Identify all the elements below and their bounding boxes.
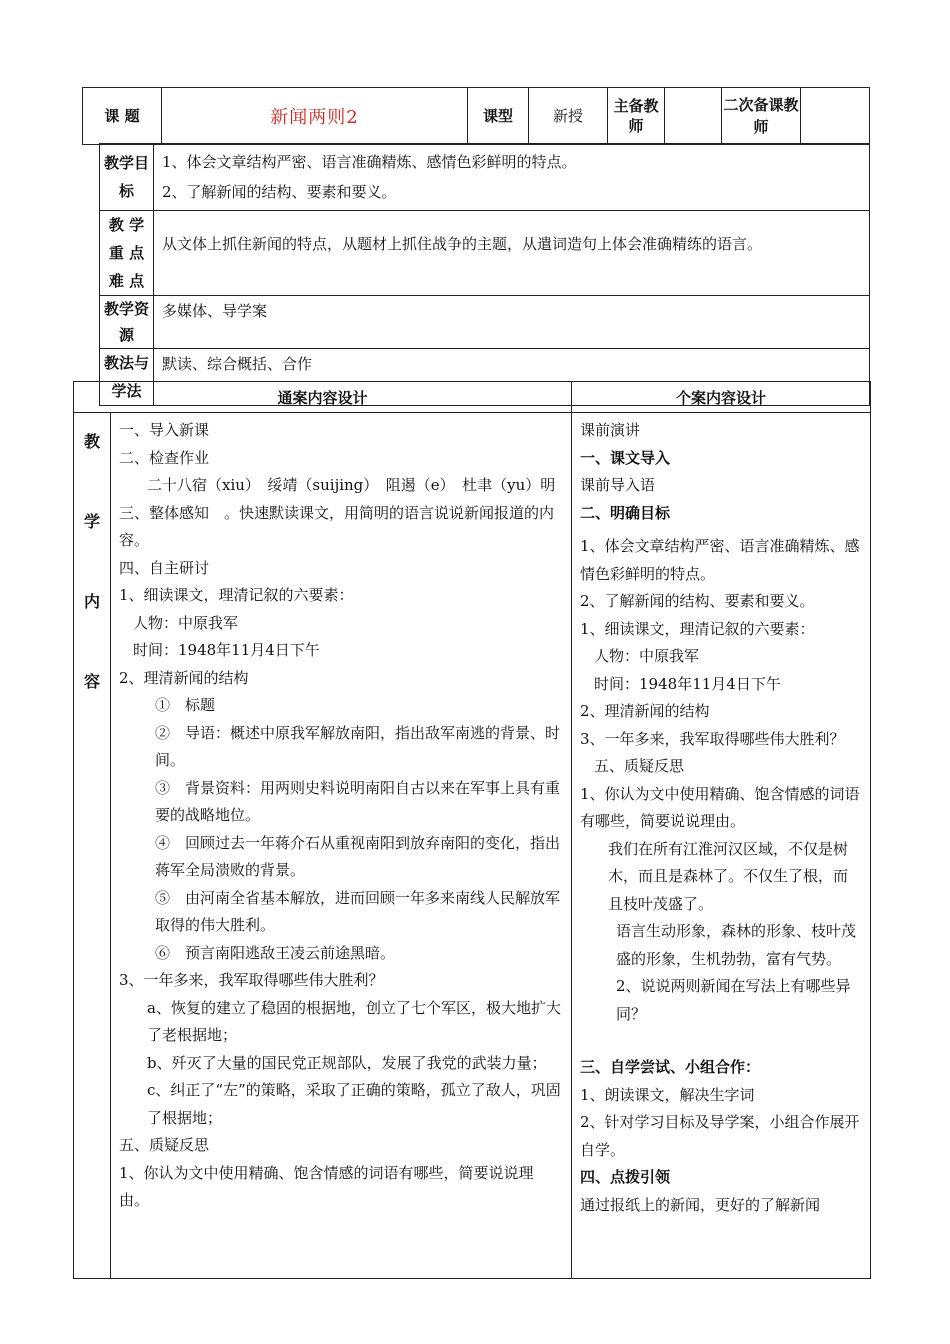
methods-label: 教法与学法 bbox=[100, 349, 154, 406]
personal-line: 1、细读课文，理清记叙的六要素： bbox=[580, 619, 815, 638]
common-line: 三、整体感知 。快速默读课文，用简明的语言说说新闻报道的内容。 bbox=[119, 503, 555, 549]
type-label: 课型 bbox=[468, 88, 529, 145]
type-value: 新授 bbox=[529, 88, 608, 145]
personal-line: 1、朗读课文，解决生字词 bbox=[580, 1085, 755, 1104]
personal-line: 我们在所有江淮河汉区域，不仅是树木，而且是森林了。不仅生了根，而且枝叶茂盛了。 bbox=[608, 839, 849, 913]
key-label-line: 教 学 bbox=[108, 216, 145, 234]
common-line: a、恢复的建立了稳固的根据地，创立了七个军区，极大地扩大了老根据地； bbox=[147, 998, 561, 1044]
personal-line: 语言生动形象，森林的形象、枝叶茂盛的形象，生机勃勃，富有气势。 bbox=[616, 922, 857, 968]
info-table bbox=[99, 143, 870, 406]
common-line: 1、你认为文中使用精确、饱含情感的词语有哪些，简要说说理由。 bbox=[119, 1163, 534, 1209]
personal-line: 1、你认为文中使用精确、饱含情感的词语有哪些，简要说说理由。 bbox=[580, 784, 860, 830]
personal-heading: 一、课文导入 bbox=[580, 448, 671, 467]
common-line: 四、自主研讨 bbox=[119, 558, 210, 577]
common-line: 1、细读课文，理清记叙的六要素： bbox=[119, 586, 354, 604]
common-line: b、歼灭了大量的国民党正规部队，发展了我党的武装力量； bbox=[147, 1053, 547, 1072]
common-line: 人物：中原我军 bbox=[133, 613, 239, 632]
personal-heading: 四、点拨引领 bbox=[580, 1168, 671, 1186]
personal-line: 2、理清新闻的结构 bbox=[580, 702, 710, 720]
personal-line: 通过报纸上的新闻，更好的了解新闻 bbox=[580, 1195, 821, 1214]
side-label-char: 内 bbox=[83, 592, 100, 611]
side-label-char: 教 bbox=[83, 432, 100, 451]
common-line: ② 导语：概述中原我军解放南阳，指出敌军南逃的背景、时间。 bbox=[155, 723, 561, 769]
personal-line: 五、质疑反思 bbox=[594, 757, 685, 775]
topic-value: 新闻两则2 bbox=[162, 88, 468, 145]
common-line: ① 标题 bbox=[155, 696, 216, 714]
personal-heading: 二、明确目标 bbox=[580, 503, 671, 522]
common-content bbox=[111, 413, 572, 1279]
key-label-line: 难 点 bbox=[108, 272, 145, 290]
side-label-char: 学 bbox=[83, 512, 100, 531]
header-table bbox=[82, 87, 870, 145]
personal-line: 2、说说两则新闻在写法上有哪些异同？ bbox=[616, 977, 851, 1023]
personal-line: 时间：1948年11月4日下午 bbox=[594, 674, 781, 693]
common-line: 五、质疑反思 bbox=[119, 1136, 210, 1154]
common-line: ⑤ 由河南全省基本解放，进而回顾一年多来南线人民解放军取得的伟大胜利。 bbox=[155, 888, 561, 934]
personal-design-header: 个案内容设计 bbox=[572, 382, 871, 413]
design-table bbox=[73, 381, 871, 1279]
common-line: 3、一年多来，我军取得哪些伟大胜利？ bbox=[119, 971, 384, 989]
personal-line: 2、了解新闻的结构、要素和要义。 bbox=[580, 592, 815, 610]
common-line: ④ 回顾过去一年蒋介石从重视南阳到放弃南阳的变化，指出蒋军全局溃败的背景。 bbox=[155, 833, 561, 879]
goal-item: 1、体会文章结构严密、语言准确精炼、感情色彩鲜明的特点。 bbox=[162, 153, 577, 171]
common-line: 时间：1948年11月4日下午 bbox=[133, 641, 320, 659]
topic-label: 课 题 bbox=[83, 88, 162, 145]
personal-line: 3、一年多来，我军取得哪些伟大胜利？ bbox=[580, 729, 845, 748]
goals-cell bbox=[154, 144, 870, 211]
common-line: ③ 背景资料：用两则史料说明南阳自古以来在军事上具有重要的战略地位。 bbox=[155, 778, 561, 824]
common-line: 一、导入新课 bbox=[119, 421, 210, 439]
resources-text: 多媒体、导学案 bbox=[154, 296, 870, 349]
personal-line: 课前导入语 bbox=[580, 476, 656, 494]
personal-line: 课前演讲 bbox=[580, 421, 641, 439]
common-line: 二、检查作业 bbox=[119, 448, 210, 467]
methods-text: 默读、综合概括、合作 bbox=[154, 349, 870, 406]
personal-heading: 三、自学尝试、小组合作： bbox=[580, 1058, 761, 1076]
personal-content bbox=[572, 413, 871, 1279]
main-teacher-label: 主备教师 bbox=[608, 88, 665, 145]
common-line: 2、理清新闻的结构 bbox=[119, 668, 249, 687]
side-label bbox=[74, 413, 111, 1279]
common-line: c、纠正了“左”的策略，采取了正确的策略，孤立了敌人，巩固了根据地； bbox=[147, 1081, 561, 1127]
second-teacher-value bbox=[801, 88, 870, 145]
common-line: ⑥ 预言南阳逃敌王凌云前途黑暗。 bbox=[155, 943, 396, 962]
personal-line: 1、体会文章结构严密、语言准确精炼、感情色彩鲜明的特点。 bbox=[580, 537, 860, 583]
personal-line: 人物：中原我军 bbox=[594, 647, 700, 665]
goals-label: 教学目标 bbox=[100, 144, 154, 211]
key-text: 从文体上抓住新闻的特点，从题材上抓住战争的主题，从遣词造句上体会准确精练的语言。 bbox=[154, 211, 870, 296]
second-teacher-label: 二次备课教师 bbox=[722, 88, 801, 145]
common-design-header: 通案内容设计 bbox=[74, 382, 572, 413]
goal-item: 2、了解新闻的结构、要素和要义。 bbox=[162, 183, 397, 201]
key-label-line: 重 点 bbox=[108, 244, 145, 262]
personal-line: 2、针对学习目标及导学案，小组合作展开自学。 bbox=[580, 1113, 860, 1159]
spacer bbox=[580, 1028, 862, 1054]
main-teacher-value bbox=[665, 88, 722, 145]
key-label bbox=[100, 211, 154, 296]
common-line: 二十八宿（xiu） 绥靖（suijing） 阻遏（e） 杜聿（yu）明 bbox=[147, 476, 556, 494]
side-label-char: 容 bbox=[83, 672, 100, 691]
resources-label: 教学资源 bbox=[100, 296, 154, 349]
